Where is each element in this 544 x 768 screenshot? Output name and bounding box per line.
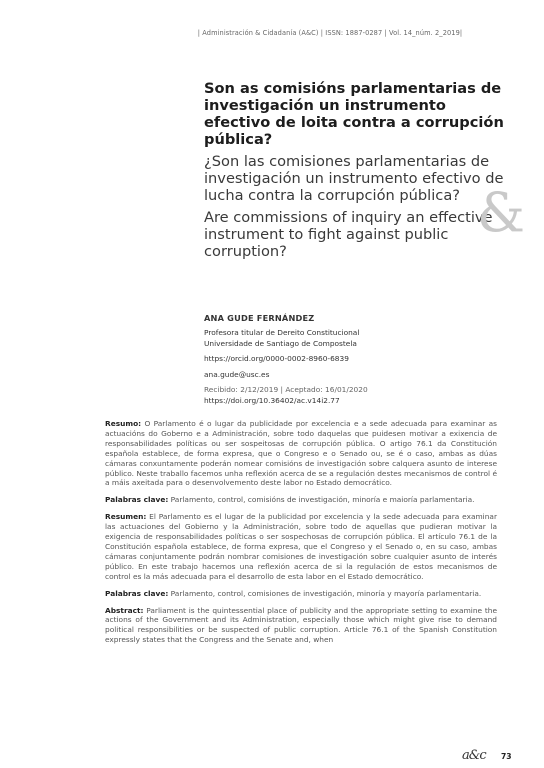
keywords-spanish-text: Parlamento, control, comisiones de investigación, minoría y mayoría parlamentaria.: [170, 588, 482, 598]
title-galician: Son as comisións parlamentarias de investigación un instrumento efectivo de loita contra a corrupción pública?: [204, 80, 504, 148]
keywords-galician: [105, 495, 497, 505]
title-spanish: ¿Son las comisiones parlamentarias de investigación un instrumento efectivo de lucha contra la corrupción pública?: [204, 153, 504, 204]
ampersand-ornament-icon: &: [477, 181, 526, 244]
page-number: 73: [501, 752, 512, 761]
abstract-spanish-label: Resumen:: [105, 512, 147, 522]
keywords-galician-text: Parlamento, control, comisións de investigación, minoría e maioría parlamentaria.: [170, 495, 475, 505]
author-block: [204, 313, 504, 406]
title-block: [204, 80, 504, 260]
author-position: Profesora titular de Dereito Constitucional: [204, 328, 360, 337]
abstract-english-label: Abstract:: [105, 605, 144, 615]
keywords-spanish-label: Palabras clave:: [105, 588, 169, 598]
keywords-spanish: [105, 589, 497, 599]
author-name: ANA GUDE FERNÁNDEZ: [204, 313, 315, 323]
abstract-spanish: [105, 512, 497, 581]
abstract-galician: [105, 419, 497, 488]
title-english: Are commissions of inquiry an effective instrument to fight against public corruption?: [204, 209, 493, 260]
article-dates: Recibido: 2/12/2019 | Aceptado: 16/01/2020: [204, 385, 368, 394]
abstract-english: [105, 606, 497, 646]
abstract-spanish-text: El Parlamento es el lugar de la publicidad por excelencia y la sede adecuada para examinar las actuaciones del Gobierno y la Administración, sobre todo de aquellas que pudieran motivar la exigencia de responsabilidades políticas o ser sospechosas de corrupción pública. El artículo 76.1 de la Constitución española establece, de forma expresa, que el Congreso y el Senado o, en su caso, ambas cámaras conjuntamente podrán nombrar comisiones de investigación sobre cualquier asunto de interés público. En este trabajo hacemos una reflexión acerca de si la regulación de estos mecanismos de control es la más adecuada para el desarrollo de esta labor en el Estado democrático.: [105, 512, 497, 581]
keywords-galician-label: Palabras clave:: [105, 495, 169, 505]
running-header: | Administración & Cidadanía (A&C) | ISSN: 1887-0287 | Vol. 14_núm. 2_2019|: [197, 29, 463, 37]
author-email-link[interactable]: ana.gude@usc.es: [204, 369, 270, 379]
author-affiliation: Universidade de Santiago de Compostela: [204, 338, 357, 348]
article-doi-link[interactable]: https://doi.org/10.36402/ac.v14i2.77: [204, 395, 340, 405]
abstract-galician-text: O Parlamento é o lugar da publicidade por excelencia e a sede adecuada para examinar as actuacións do Goberno e a Administración, sobre todo daquelas que puidesen motivar a exixencia de responsabilidades políticas ou ser sospeitosas de corrupción pública. O artigo 76.1 da Constitución española establece, de forma expresa, que o Congreso e o Senado ou, se é o caso, ambas as dúas cámaras conxuntamente poderán nomear comisións de investigación sobre calquera asunto de interese público. Neste traballo facemos unha reflexión acerca de se a regulación destes mecanismos de control é a máis axeitada para o desenvolvemento deste labor no Estado democrático.: [105, 419, 497, 488]
author-orcid-link[interactable]: https://orcid.org/0000-0002-8960-6839: [204, 354, 349, 363]
abstract-english-text: Parliament is the quintessential place of publicity and the appropriate setting to examine the actions of the Government and its Administration, especially those which might give rise to demand political responsibilities or be suspected of public corruption. Article 76.1 of the Spanish Constitution expressly states that the Congress and the Senate and, when: [105, 605, 497, 645]
abstract-galician-label: Resumo:: [105, 419, 142, 428]
abstracts-section: [105, 419, 497, 652]
journal-logo: a&c: [462, 748, 486, 763]
